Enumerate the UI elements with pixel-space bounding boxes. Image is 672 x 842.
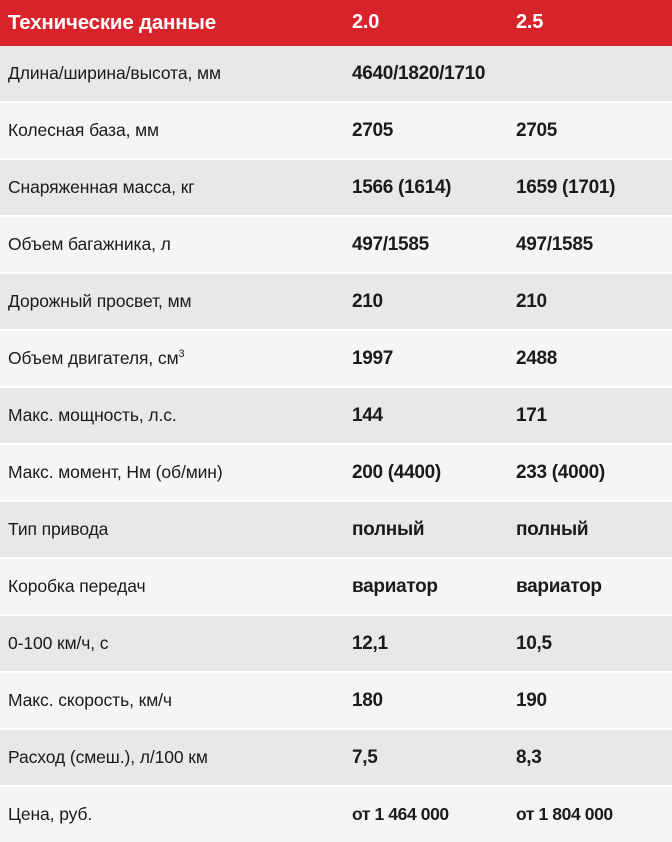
spec-value-variant-2: 10,5 bbox=[508, 615, 672, 672]
table-row bbox=[0, 558, 672, 615]
spec-label: Коробка передач bbox=[0, 558, 344, 615]
table-row bbox=[0, 672, 672, 729]
spec-label: 0-100 км/ч, с bbox=[0, 615, 344, 672]
header-variant-1-cell: 2.0 bbox=[352, 11, 380, 33]
spec-value-variant-1: полный bbox=[344, 501, 508, 558]
spec-value-combined: 4640/1820/1710 bbox=[352, 62, 486, 84]
table-row bbox=[0, 729, 672, 786]
table-row bbox=[0, 330, 672, 387]
table-row bbox=[0, 216, 672, 273]
spec-label: Тип привода bbox=[0, 501, 344, 558]
table-row bbox=[0, 46, 672, 102]
table-body bbox=[0, 46, 672, 842]
header-label-cell: Технические данные bbox=[8, 10, 216, 34]
table-header-row bbox=[0, 0, 672, 46]
table-row bbox=[0, 444, 672, 501]
spec-value-variant-2: 210 bbox=[508, 273, 672, 330]
spec-value-variant-2: 8,3 bbox=[508, 729, 672, 786]
spec-value-variant-1: 2705 bbox=[344, 102, 508, 159]
spec-value-variant-1: вариатор bbox=[344, 558, 508, 615]
spec-value-variant-1: 180 bbox=[344, 672, 508, 729]
spec-label: Объем багажника, л bbox=[0, 216, 344, 273]
spec-label: Расход (смеш.), л/100 км bbox=[0, 729, 344, 786]
spec-label: Макс. скорость, км/ч bbox=[0, 672, 344, 729]
spec-label: Макс. момент, Нм (об/мин) bbox=[0, 444, 344, 501]
table-row bbox=[0, 273, 672, 330]
table-row bbox=[0, 786, 672, 842]
spec-value-variant-2: 497/1585 bbox=[508, 216, 672, 273]
spec-value-variant-1: 200 (4400) bbox=[344, 444, 508, 501]
table-row bbox=[0, 615, 672, 672]
spec-value-variant-2: от 1 804 000 bbox=[508, 786, 672, 842]
spec-value-variant-2: вариатор bbox=[508, 558, 672, 615]
spec-label: Макс. мощность, л.с. bbox=[0, 387, 344, 444]
table-row bbox=[0, 501, 672, 558]
spec-value-variant-1: 210 bbox=[344, 273, 508, 330]
table-row bbox=[0, 102, 672, 159]
spec-value-variant-1: 12,1 bbox=[344, 615, 508, 672]
spec-value-variant-1: 497/1585 bbox=[344, 216, 508, 273]
spec-value-variant-2: полный bbox=[508, 501, 672, 558]
header-variant-2-cell: 2.5 bbox=[516, 11, 544, 33]
spec-value-variant-2: 2705 bbox=[508, 102, 672, 159]
spec-label: Длина/ширина/высота, мм bbox=[8, 63, 221, 83]
spec-value-variant-2: 2488 bbox=[508, 330, 672, 387]
spec-value-variant-1: 1997 bbox=[344, 330, 508, 387]
spec-label: Объем двигателя, $см^3$ bbox=[0, 330, 344, 387]
spec-label: Колесная база, мм bbox=[0, 102, 344, 159]
spec-value-variant-1: 144 bbox=[344, 387, 508, 444]
spec-label: Снаряженная масса, кг bbox=[0, 159, 344, 216]
spec-value-variant-2: 1659 (1701) bbox=[508, 159, 672, 216]
spec-label: Дорожный просвет, мм bbox=[0, 273, 344, 330]
spec-value-variant-2: 171 bbox=[508, 387, 672, 444]
spec-value-variant-1: 1566 (1614) bbox=[344, 159, 508, 216]
table-row bbox=[0, 159, 672, 216]
spec-label: Цена, руб. bbox=[0, 786, 344, 842]
table-row bbox=[0, 387, 672, 444]
table-header bbox=[0, 0, 672, 46]
superscript: 3 bbox=[178, 348, 185, 361]
spec-value-variant-2: 233 (4000) bbox=[508, 444, 672, 501]
spec-value-variant-1: 7,5 bbox=[344, 729, 508, 786]
spec-value-variant-1: от 1 464 000 bbox=[344, 786, 508, 842]
spec-value-variant-2: 190 bbox=[508, 672, 672, 729]
